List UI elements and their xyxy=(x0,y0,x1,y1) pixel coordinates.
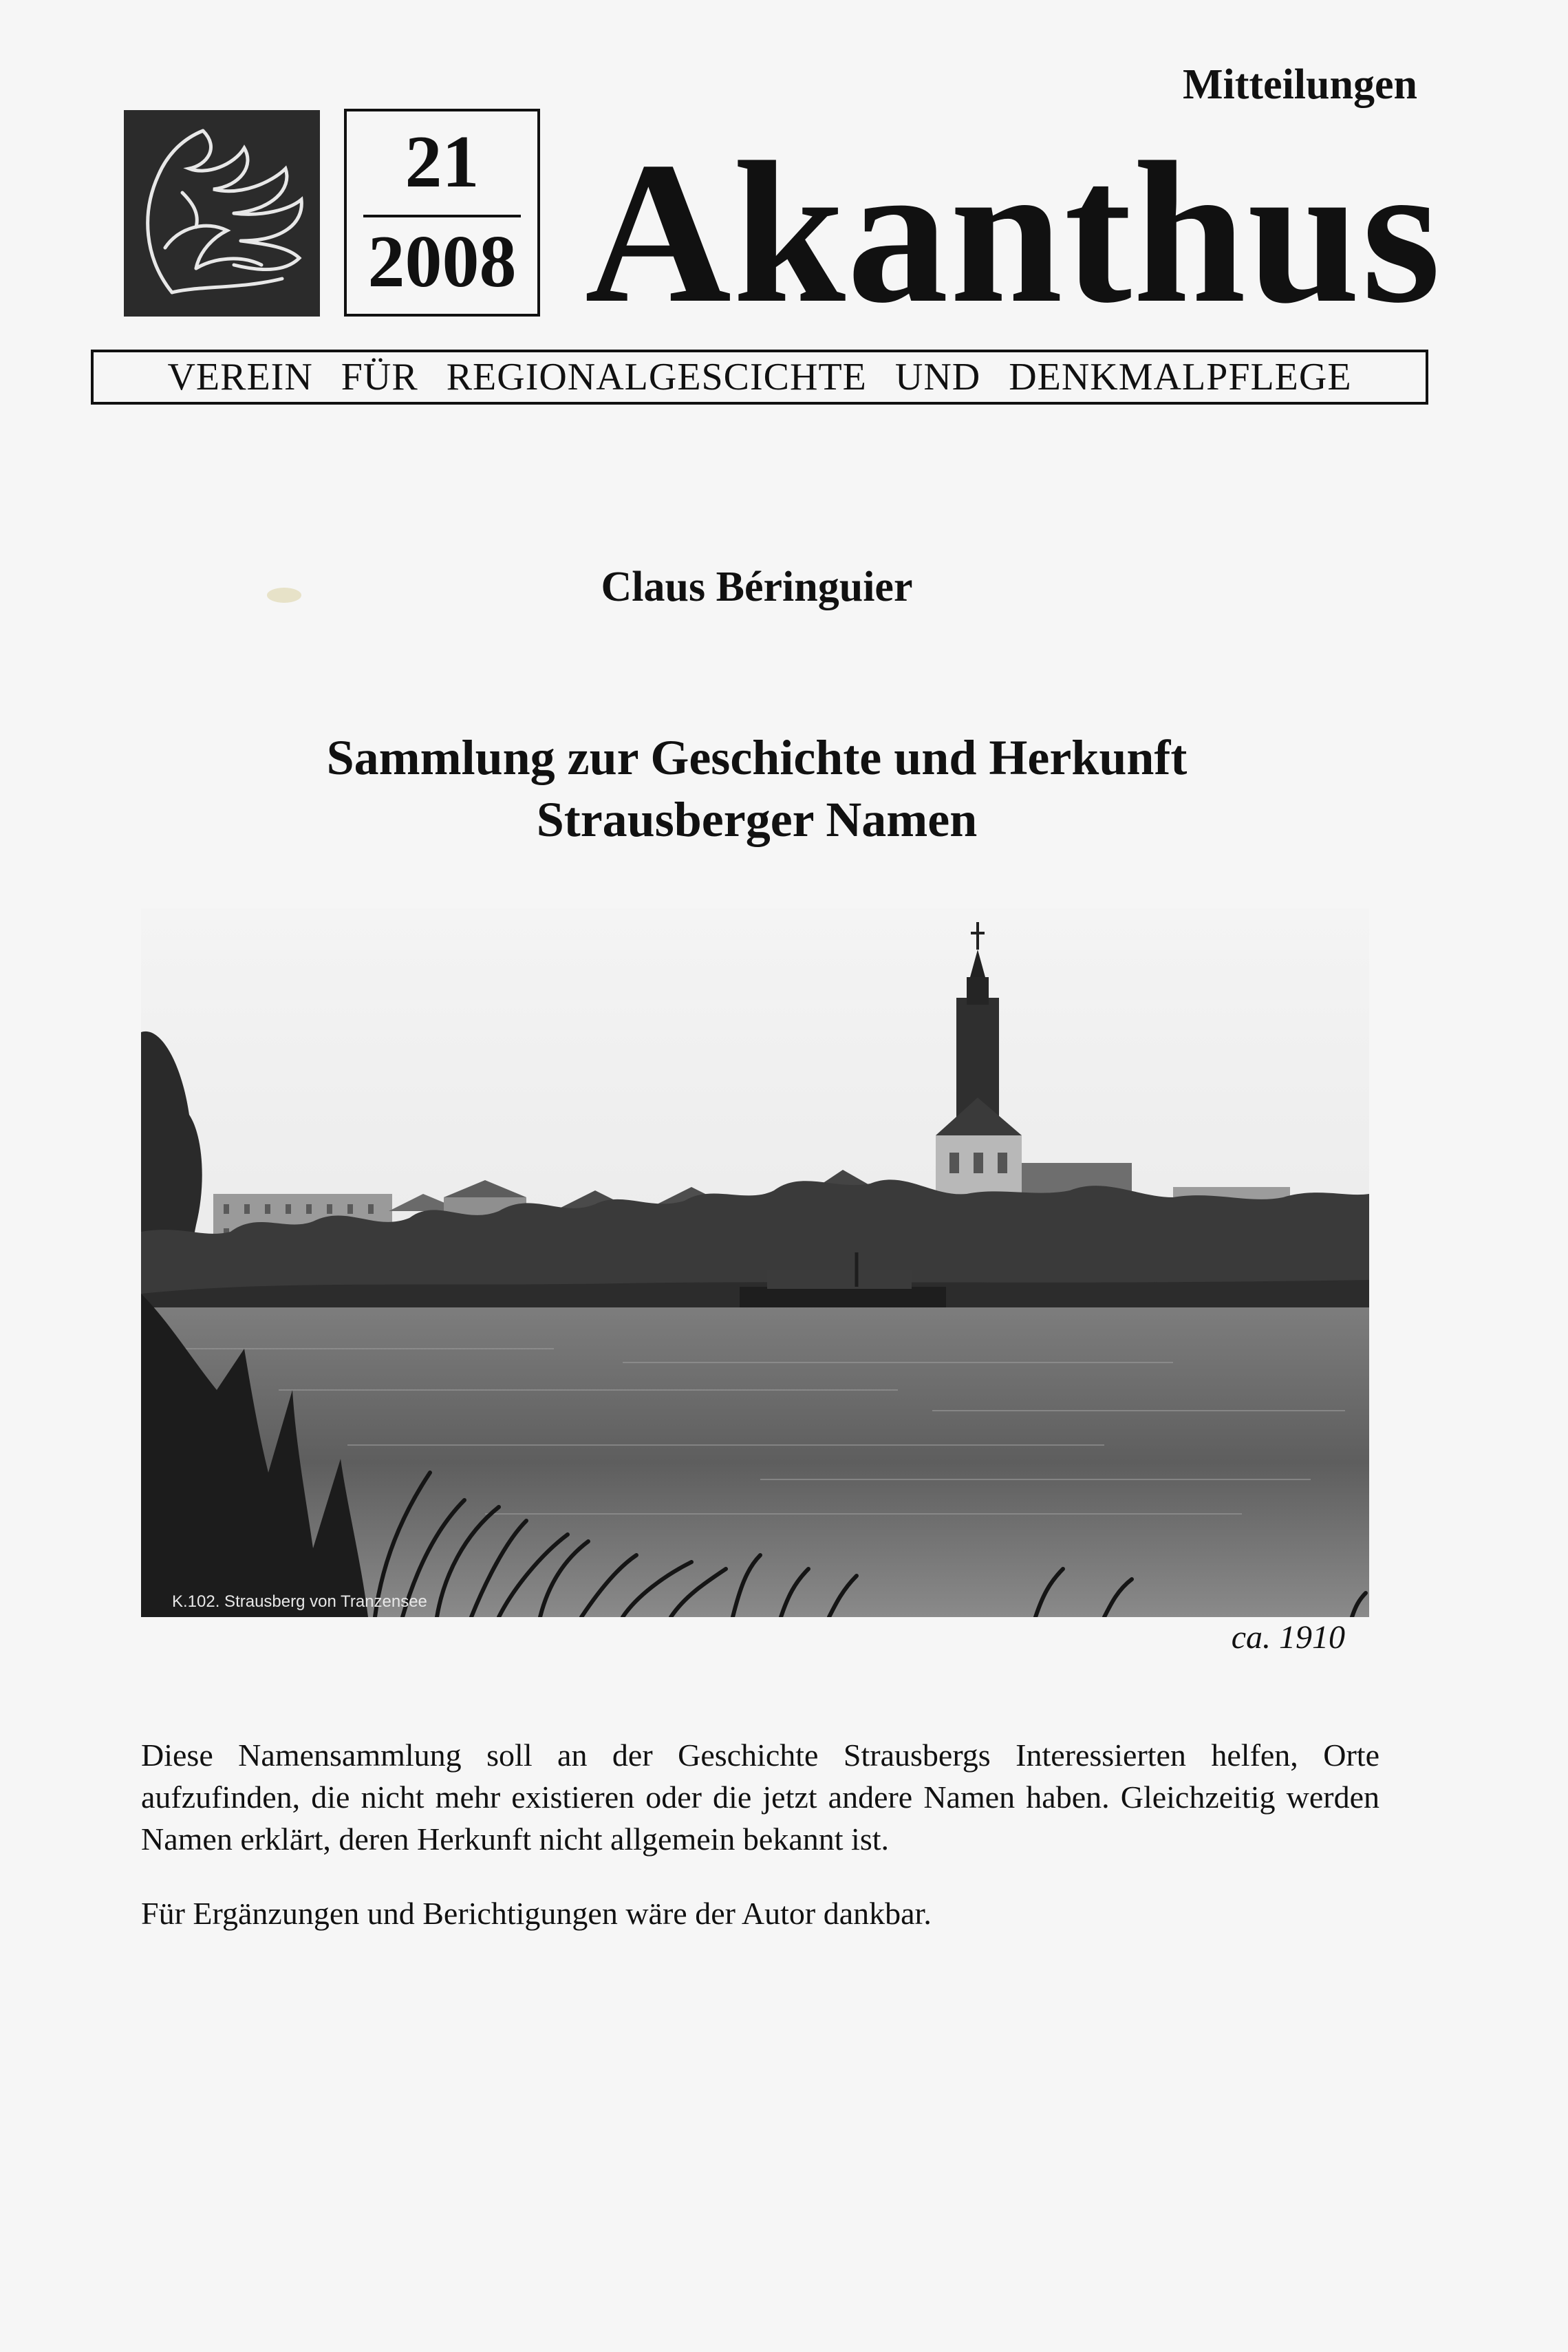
series-label: Mitteilungen xyxy=(1183,61,1417,108)
acanthus-leaf-icon xyxy=(124,110,320,317)
acanthus-logo xyxy=(124,110,320,317)
postcard-caption: K.102. Strausberg von Tranzensee xyxy=(172,1592,427,1611)
photo-date-caption: ca. 1910 xyxy=(1231,1619,1345,1656)
journal-title: Akanthus xyxy=(585,120,1442,345)
issue-badge xyxy=(344,109,540,317)
strausberg-lake-photo xyxy=(141,908,1369,1617)
article-author: Claus Béringuier xyxy=(601,564,913,610)
issue-year: 2008 xyxy=(367,221,517,303)
issue-number: 21 xyxy=(405,121,480,203)
article-title-line2: Strausberger Namen xyxy=(536,792,978,847)
society-name: VEREIN FÜR REGIONALGESCICHTE UND DENKMALPFLEGE xyxy=(167,356,1352,398)
acknowledgement-paragraph: Für Ergänzungen und Berichtigungen wäre der Autor dankbar. xyxy=(141,1896,932,1931)
historic-photo xyxy=(141,908,1369,1617)
issue-divider xyxy=(363,215,521,217)
article-title-line1: Sammlung zur Geschichte und Herkunft xyxy=(326,730,1188,785)
society-banner xyxy=(91,350,1428,405)
intro-paragraph: Diese Namensammlung soll an der Geschichte Strausbergs Interessierten helfen, Orte aufzufinden, die nicht mehr existieren oder die jetzt andere Namen haben. Gleichzeitig werden Namen erklärt, deren Herkunft nicht allgemein bekannt ist. xyxy=(141,1738,1379,1857)
